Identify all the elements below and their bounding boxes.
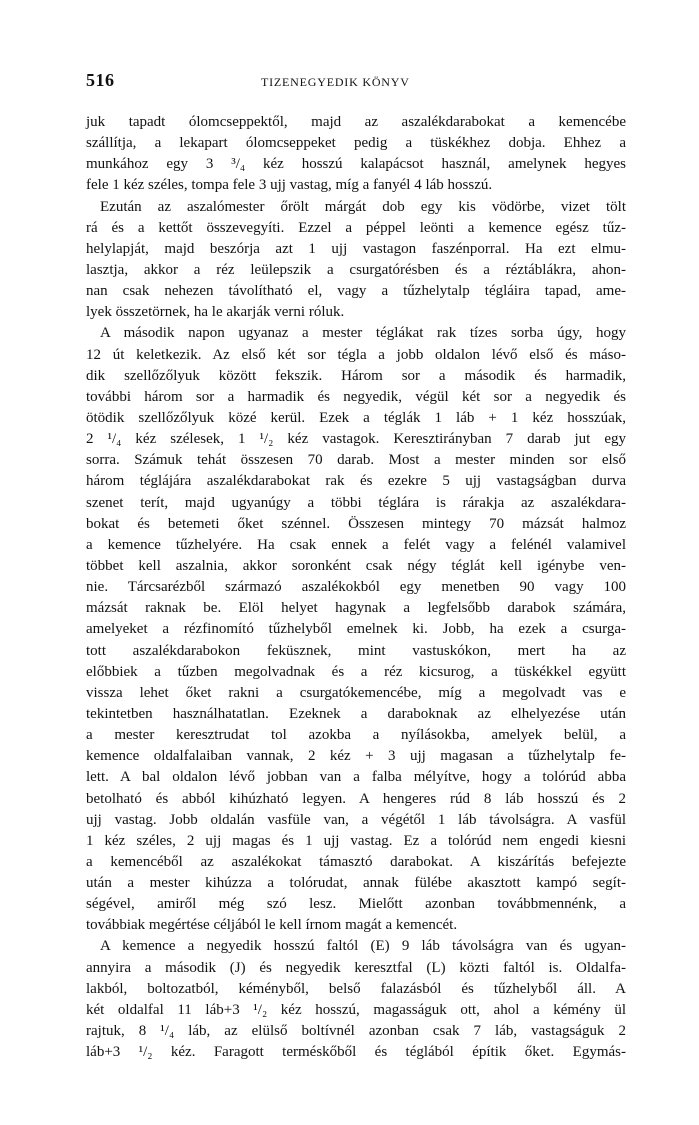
text-line: előbbiek a tűzben megolvadnak és a réz kicsurog, a tüskékkel együtt bbox=[86, 663, 626, 680]
text-line: amelyeket a rézfinomító tűzhelyből emelnek ki. Jobb, ha ezek a csurga- bbox=[86, 621, 626, 638]
text-line: továbbiak megértése céljából le kell írnom magát a kemencét. bbox=[86, 917, 458, 934]
text-line: vissza lehet őket rakni a csurgatókemencébe, míg a megolvadt vas e bbox=[86, 684, 626, 701]
text-line: lakból, boltozatból, kéményből, belső falazásból és tűzhelyből áll. A bbox=[86, 980, 626, 997]
text-line: rajtuk, 8 ¹/₄ láb, az elülső boltívnél azonban csak 7 láb, vastagságuk 2 bbox=[86, 1023, 626, 1040]
text-line: A kemence a negyedik hosszú faltól (E) 9 láb távolságra van és ugyan- bbox=[100, 938, 626, 955]
text-line: ötödik szellőzőlyuk közé kerül. Ezek a téglák 1 láb + 1 kéz hosszúak, bbox=[86, 409, 626, 426]
text-line: három téglájára aszalékdarabokat rak és ezekre 5 ujj vastagságban durva bbox=[86, 473, 626, 490]
text-line: további három sor a harmadik és negyedik, végül két sor a negyedik és bbox=[86, 388, 626, 405]
text-line: dik szellőzőlyuk között fekszik. Három sor a második és harmadik, bbox=[86, 367, 626, 384]
text-line: mázsát raknak be. Elöl helyet hagynak a legfelsőbb darabok számára, bbox=[86, 600, 626, 617]
text-line: kemence oldalfalaiban vannak, 2 kéz + 3 ujj magasan a tűzhelytalp fe- bbox=[86, 748, 626, 765]
text-line: után a mester kihúzza a tolórudat, annak fülébe akasztott kampó segít- bbox=[86, 875, 626, 892]
text-line: nie. Tárcsarézből származó aszalékokból egy menetben 90 vagy 100 bbox=[86, 579, 626, 596]
text-line: sorra. Számuk tehát összesen 70 darab. Most a mester minden sor első bbox=[86, 452, 626, 469]
text-line: tott aszalékdarabokon feküsznek, mint vastuskókon, mert ha az bbox=[86, 642, 626, 659]
text-line: többet kell aszalnia, akkor soronként csak négy téglát kell igénybe ven- bbox=[86, 557, 626, 574]
text-line: két oldalfal 11 láb+3 ¹/₂ kéz hosszú, magasságuk ott, ahol a kémény ül bbox=[86, 1001, 626, 1018]
running-head: TIZENEGYEDIK KÖNYV bbox=[261, 75, 410, 89]
text-line: szenet terít, majd ugyanúgy a többi téglára is rárakja az aszalékdara- bbox=[86, 494, 626, 511]
text-line: juk tapadt ólomcseppektől, majd az aszalékdarabokat a kemencébe bbox=[86, 114, 626, 130]
text-line: A második napon ugyanaz a mester téglákat rak tízes sorba úgy, hogy bbox=[100, 325, 626, 342]
text-line: a kemencéből az aszalékokat támasztó darabokat. A kiszárítás befejezte bbox=[86, 853, 626, 870]
text-line: munkához egy 3 ³/₄ kéz hosszú kalapácsot használ, amelynek hegyes bbox=[86, 156, 626, 173]
text-line: rá és a kettőt összevegyíti. Ezzel a péppel leönti a kemence egész tűz- bbox=[86, 219, 626, 236]
text-line: ujj vastag. Jobb oldalán vasfüle van, a végétől 1 láb távolságra. A vasfül bbox=[86, 811, 626, 828]
text-line: láb+3 ¹/₂ kéz. Faragott terméskőből és téglából építik őket. Egymás- bbox=[86, 1044, 626, 1061]
text-line: nan csak nehezen távolítható el, vagy a tűzhelytalp tégláira tapad, ame- bbox=[86, 283, 626, 300]
text-line: 1 kéz széles, 2 ujj magas és 1 ujj vastag. Ez a tolórúd nem engedi kiesni bbox=[86, 832, 626, 849]
text-line: betolható és abból kihúzható legyen. A hengeres rúd 8 láb hosszú és 2 bbox=[86, 790, 626, 807]
text-line: lett. A bal oldalon lévő jobban van a falba mélyítve, hogy a tolórúd abba bbox=[86, 769, 626, 786]
text-line: 2 ¹/₄ kéz szélesek, 1 ¹/₂ kéz vastagok. Keresztirányban 7 darab jut egy bbox=[86, 431, 626, 448]
text-line: a mester keresztrudat tol azokba a nyílásokba, amelyek belül, a bbox=[86, 727, 626, 744]
text-line: annyira a második (J) és negyedik keresztfal (L) közti faltól is. Oldalfa- bbox=[86, 959, 626, 976]
page-header bbox=[86, 70, 626, 92]
body-text bbox=[86, 112, 626, 1063]
text-line: lasztja, akkor a réz leülepszik a csurgatórésben és a réztáblákra, ahon- bbox=[86, 261, 626, 278]
text-line: szállítja, a lekapart ólomcseppeket pedig a tüskékhez dobja. Ehhez a bbox=[86, 135, 626, 152]
text-line: Ezután az aszalómester őrölt márgát dob egy kis vödörbe, vizet tölt bbox=[100, 198, 626, 215]
text-line: a kemence tűzhelyére. Ha csak ennek a felét vagy a felénél valamivel bbox=[86, 536, 626, 553]
text-line: fele 1 kéz széles, tompa fele 3 ujj vastag, míg a fanyél 4 láb hosszú. bbox=[86, 177, 493, 194]
text-line: 12 út keletkezik. Az első két sor tégla a jobb oldalon lévő első és máso- bbox=[86, 346, 626, 363]
page-number: 516 bbox=[86, 70, 115, 90]
text-line: ségével, amiről még szó lesz. Mielőtt azonban továbbmennénk, a bbox=[86, 896, 626, 913]
text-line: lyek összetörnek, ha le akarják verni róluk. bbox=[86, 304, 345, 321]
text-line: tekintetben használhatatlan. Ezeknek a daraboknak az elhelyezése után bbox=[86, 705, 626, 722]
text-line: helylapját, majd beszórja azt 1 ujj vastagon faszénporral. Ha ezt elmu- bbox=[86, 240, 626, 257]
text-line: bokat és betemeti őket szénnel. Összesen mintegy 70 mázsát halmoz bbox=[86, 515, 626, 532]
